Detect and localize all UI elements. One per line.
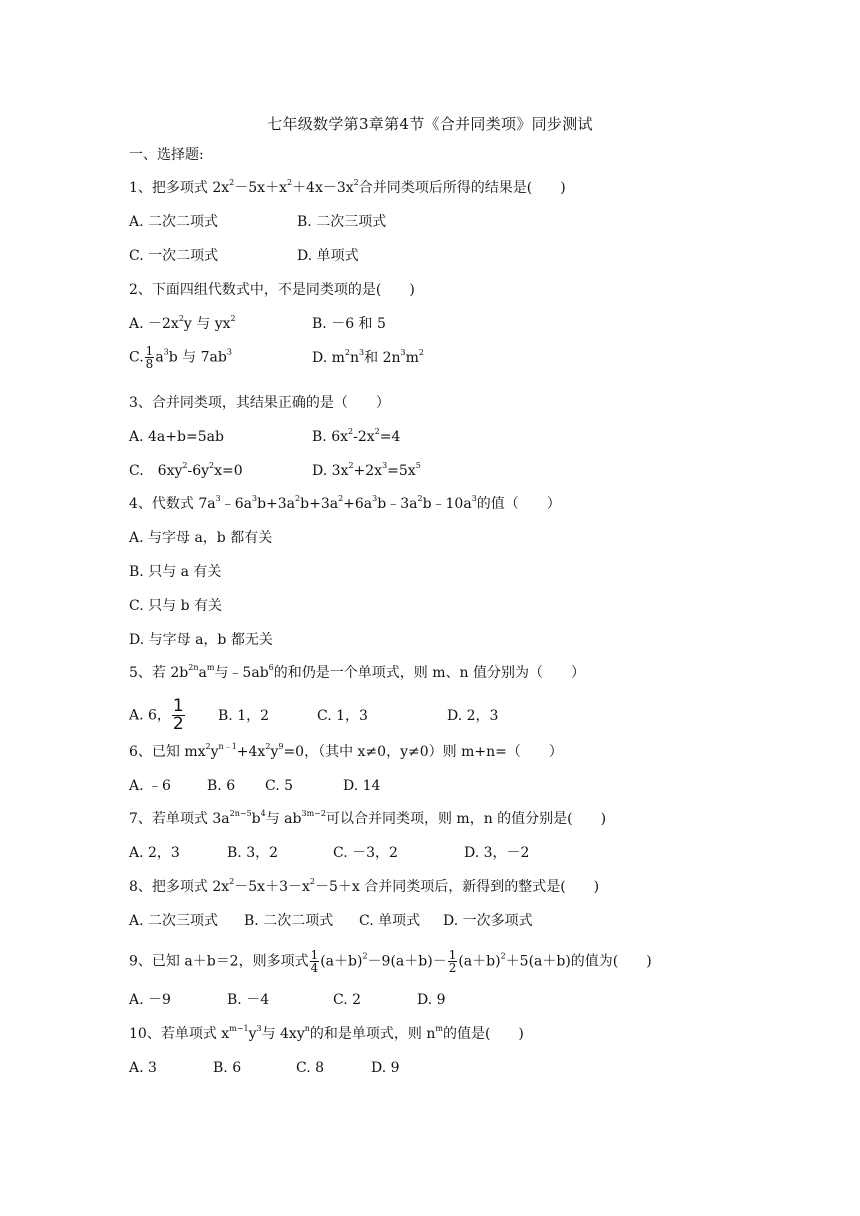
option-a[interactable]: A. 6， $\frac{1}{2}$ bbox=[129, 696, 184, 734]
question-6-options-row bbox=[129, 776, 380, 796]
question-8-options-row bbox=[129, 911, 533, 931]
option-b[interactable]: B. 1，2 bbox=[218, 707, 270, 724]
option-b[interactable]: B. －6 和 5 bbox=[312, 316, 386, 332]
option-d[interactable]: D. 2，3 bbox=[447, 707, 499, 724]
question-3-stem: 3、合并同类项，其结果正确的是（ ） bbox=[129, 395, 390, 411]
fraction-one-quarter: $\frac{1}{4}$ bbox=[310, 948, 319, 975]
question-4-stem: 4、代数式 $7a^3﹣6a^3b+3a^2b+3a^2+6a^3b﹣3a^2b﹣10a^3$的值（ ） bbox=[129, 494, 561, 512]
page-title: 七年级数学第3章第4节《合并同类项》同步测试 bbox=[267, 115, 593, 133]
option-a[interactable]: A. 3 bbox=[129, 1060, 157, 1076]
option-d[interactable]: D. 14 bbox=[343, 778, 381, 794]
option-c[interactable]: C. 5 bbox=[265, 778, 294, 794]
question-1-options-row-2 bbox=[129, 246, 359, 266]
option-d[interactable]: D. 与字母 a，b 都无关 bbox=[129, 632, 273, 648]
option-c[interactable]: C. －3，2 bbox=[333, 845, 398, 861]
option-d[interactable]: D. 一次多项式 bbox=[443, 913, 533, 929]
question-5-options-row bbox=[129, 698, 498, 733]
question-10-stem: 10、若单项式 $x^{m-1}y^3$与 $4xy^n$的和是单项式，则 $n^m$的值是( ) bbox=[129, 1024, 524, 1042]
question-3-options-row-1 bbox=[129, 427, 400, 447]
option-b[interactable]: B. 6 bbox=[207, 778, 236, 794]
option-d[interactable]: D. 单项式 bbox=[297, 248, 359, 264]
option-a[interactable]: A. 二次三项式 bbox=[129, 913, 219, 929]
question-2-stem: 2、下面四组代数式中，不是同类项的是( ) bbox=[129, 282, 415, 298]
option-b[interactable]: B. －4 bbox=[227, 992, 270, 1008]
option-c[interactable]: C. 8 bbox=[296, 1060, 325, 1076]
option-a[interactable]: A. $-2x^2y$ 与 $yx^2$ bbox=[129, 314, 236, 332]
option-c[interactable]: C. 2 bbox=[333, 992, 362, 1008]
option-a[interactable]: A. ﹣6 bbox=[129, 778, 171, 794]
option-a[interactable]: A. －9 bbox=[129, 992, 171, 1008]
question-10-options-row bbox=[129, 1058, 400, 1078]
option-d[interactable]: D. $m^2n^3$和 $2n^3m^2$ bbox=[312, 347, 424, 366]
option-a[interactable]: A. 4a+b=5ab bbox=[129, 429, 224, 445]
option-a[interactable]: A. 二次二项式 bbox=[129, 214, 219, 230]
option-c[interactable]: C. 一次二项式 bbox=[129, 248, 219, 264]
option-c[interactable]: C. 1，3 bbox=[317, 707, 368, 724]
question-5-stem: 5、若 $2b^{2n}a^m$与$﹣5ab^6$的和仍是一个单项式，则 m、n 值分别为（ ） bbox=[129, 663, 585, 681]
option-d[interactable]: D. 9 bbox=[417, 992, 446, 1008]
option-b[interactable]: B. 二次三项式 bbox=[297, 214, 387, 230]
fraction-one-half: $\frac{1}{2}$ bbox=[172, 696, 184, 734]
option-d[interactable]: D. 3，－2 bbox=[464, 845, 530, 861]
option-c[interactable]: C. $\frac{1}{8}$ $a^3b$ 与 $7ab^3$ bbox=[129, 344, 232, 371]
option-b[interactable]: B. $6x^2-2x^2=4$ bbox=[312, 427, 401, 445]
option-a[interactable]: A. 2，3 bbox=[129, 845, 180, 861]
option-b[interactable]: B. 二次二项式 bbox=[244, 913, 334, 929]
question-8-stem: 8、把多项式 $2x^2-5x+3-x^2-5+x$ 合并同类项后，新得到的整式是( ) bbox=[129, 877, 600, 895]
fraction-one-eighth: $\frac{1}{8}$ bbox=[145, 344, 154, 371]
question-9-options-row bbox=[129, 990, 446, 1010]
option-d[interactable]: D. 9 bbox=[371, 1060, 400, 1076]
question-1-stem: 1、把多项式 $2x^2-5x+x^2+4x-3x^2$合并同类项后所得的结果是( ) bbox=[129, 178, 566, 196]
option-c[interactable]: C. 单项式 bbox=[359, 913, 421, 929]
question-2-options-row-2 bbox=[129, 345, 424, 370]
option-b[interactable]: B. 只与 a 有关 bbox=[129, 564, 222, 580]
question-7-options-row bbox=[129, 843, 529, 863]
section-heading: 一、选择题: bbox=[129, 147, 204, 163]
option-d[interactable]: D. $3x^2+2x^3=5x^5$ bbox=[312, 461, 421, 479]
option-b[interactable]: B. 6 bbox=[213, 1060, 242, 1076]
option-b[interactable]: B. 3，2 bbox=[227, 845, 279, 861]
question-2-options-row-1 bbox=[129, 314, 386, 334]
question-1-options-row-1 bbox=[129, 212, 386, 232]
question-3-options-row-2 bbox=[129, 461, 421, 481]
question-7-stem: 7、若单项式 $3a^{2n-5}b^4$与 $ab^{3m-2}$可以合并同类项，则 m，n 的值分别是( ) bbox=[129, 809, 607, 827]
question-6-stem: 6、已知 $mx^2y^{n﹣1}+4x^2y^9=0$，（其中 x≠0，y≠0）则 m+n=（ ） bbox=[129, 742, 563, 760]
option-c[interactable]: C. $6xy^2-6y^2x=0$ bbox=[129, 461, 243, 479]
option-a[interactable]: A. 与字母 a，b 都有关 bbox=[129, 530, 273, 546]
option-c[interactable]: C. 只与 b 有关 bbox=[129, 598, 222, 614]
question-9-stem: 9、已知 a＋b＝2，则多项式 $\frac{1}{4}$ $(a+b)^2-9(a+b)-$ $\frac{1}{2}$ $(a+b)^2+5(a+b)$的值为( ) bbox=[129, 948, 652, 975]
fraction-one-half: $\frac{1}{2}$ bbox=[448, 948, 457, 975]
